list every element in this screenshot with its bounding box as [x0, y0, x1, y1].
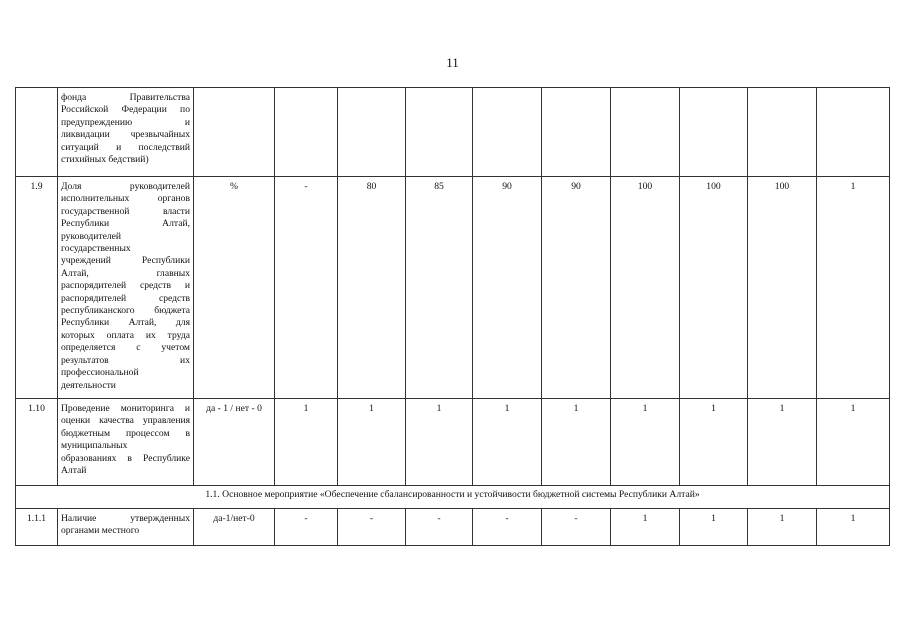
value-cell: 1	[817, 509, 890, 546]
row-number: 1.1.1	[16, 509, 58, 546]
description-line: деятельности	[61, 379, 116, 391]
value-cell: -	[473, 509, 542, 546]
section-title: 1.1. Основное мероприятие «Обеспечение сбалансированности и устойчивости бюджетной системы Республики Алтай»	[16, 486, 890, 509]
description-line: стихийных бедствий)	[61, 154, 149, 166]
description-line: Алтай, главных	[61, 267, 190, 279]
indicator-description	[58, 88, 194, 177]
row-number: 1.10	[16, 399, 58, 486]
value-cell: 100	[748, 177, 817, 399]
description-line: Республики Алтай, для	[61, 317, 190, 329]
value-cell: 100	[611, 177, 680, 399]
value-cell: -	[406, 509, 473, 546]
value-cell: 100	[680, 177, 748, 399]
value-cell	[338, 88, 406, 177]
value-cell: -	[275, 177, 338, 399]
description-line: распорядителей средств и	[61, 280, 190, 292]
value-cell	[275, 88, 338, 177]
description-line: государственной власти	[61, 205, 190, 217]
description-line: муниципальных	[61, 440, 128, 452]
description-line: предупреждению и	[61, 116, 190, 128]
value-cell: 1	[406, 399, 473, 486]
description-line: распорядителей средств	[61, 292, 190, 304]
value-cell: 90	[542, 177, 611, 399]
unit-cell: %	[194, 177, 275, 399]
value-cell: 1	[611, 399, 680, 486]
description-line: Алтай	[61, 465, 87, 477]
value-cell	[406, 88, 473, 177]
description-line: профессиональной	[61, 367, 139, 379]
description-line: государственных	[61, 243, 131, 255]
value-cell	[817, 88, 890, 177]
description-line: Доля руководителей	[61, 181, 190, 192]
value-cell: 1	[748, 509, 817, 546]
description-line: образованиях в Республике	[61, 452, 190, 464]
table-row	[16, 177, 890, 399]
table-row	[16, 88, 890, 177]
value-cell: 1	[542, 399, 611, 486]
description-line: республиканского бюджета	[61, 305, 190, 317]
description-line: органами местного	[61, 525, 140, 537]
value-cell	[680, 88, 748, 177]
row-number	[16, 88, 58, 177]
description-line: руководителей	[61, 230, 122, 242]
description-line: Российской Федерации по	[61, 104, 190, 116]
description-line: ситуаций и последствий	[61, 141, 190, 153]
table-row	[16, 399, 890, 486]
value-cell: 1	[817, 399, 890, 486]
value-cell: -	[275, 509, 338, 546]
value-cell	[473, 88, 542, 177]
row-number: 1.9	[16, 177, 58, 399]
value-cell	[611, 88, 680, 177]
value-cell	[542, 88, 611, 177]
description-line: Республики Алтай,	[61, 218, 190, 230]
description-line: результатов их	[61, 354, 190, 366]
description-line: которых оплата их труда	[61, 329, 190, 341]
indicator-description	[58, 177, 194, 399]
table-row	[16, 509, 890, 546]
description-line: Наличие утвержденных	[61, 513, 190, 524]
value-cell: 1	[338, 399, 406, 486]
unit-cell: да-1/нет-0	[194, 509, 275, 546]
value-cell: 1	[817, 177, 890, 399]
value-cell: 1	[611, 509, 680, 546]
description-line: исполнительных органов	[61, 193, 190, 205]
description-line: фонда Правительства	[61, 92, 190, 103]
indicator-description	[58, 399, 194, 486]
value-cell: 1	[680, 399, 748, 486]
description-line: оценки качества управления	[61, 415, 190, 427]
description-line: ликвидации чрезвычайных	[61, 129, 190, 141]
unit-cell	[194, 88, 275, 177]
value-cell: -	[338, 509, 406, 546]
section-row	[16, 486, 890, 509]
value-cell: -	[542, 509, 611, 546]
value-cell	[748, 88, 817, 177]
value-cell: 85	[406, 177, 473, 399]
value-cell: 80	[338, 177, 406, 399]
description-line: Проведение мониторинга и	[61, 403, 190, 414]
unit-cell: да - 1 / нет - 0	[194, 399, 275, 486]
value-cell: 1	[275, 399, 338, 486]
description-line: бюджетным процессом в	[61, 427, 190, 439]
indicator-description	[58, 509, 194, 546]
description-line: учреждений Республики	[61, 255, 190, 267]
value-cell: 1	[680, 509, 748, 546]
page-number: 11	[446, 55, 459, 70]
value-cell: 90	[473, 177, 542, 399]
value-cell: 1	[473, 399, 542, 486]
value-cell: 1	[748, 399, 817, 486]
indicators-table	[15, 87, 890, 546]
description-line: определяется с учетом	[61, 342, 190, 354]
